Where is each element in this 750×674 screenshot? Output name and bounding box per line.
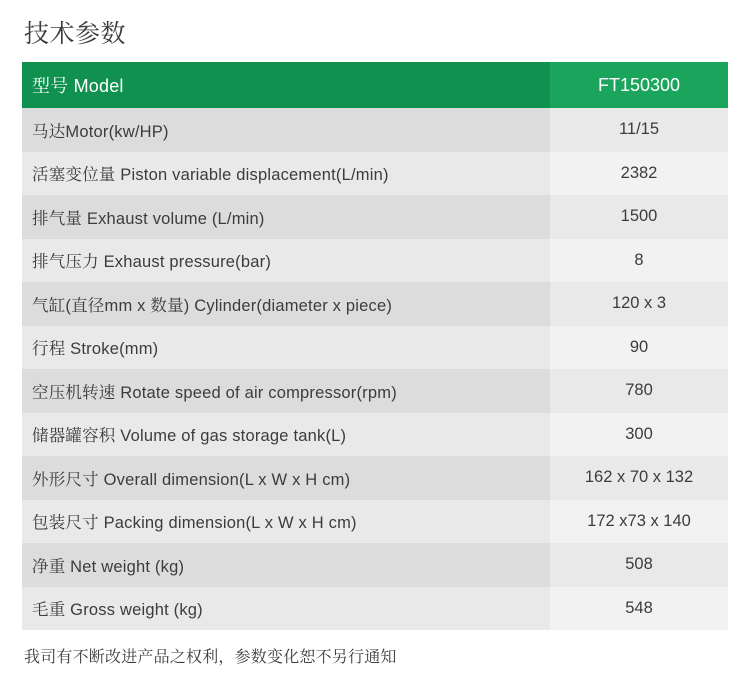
table-row	[22, 587, 728, 631]
table-row	[22, 195, 728, 239]
row-value: 120 x 3	[550, 282, 728, 326]
row-label: 包装尺寸 Packing dimension(L x W x H cm)	[22, 500, 550, 544]
column-header-value: FT150300	[550, 62, 728, 108]
table-row	[22, 413, 728, 457]
row-value: 2382	[550, 152, 728, 196]
row-label: 毛重 Gross weight (kg)	[22, 587, 550, 631]
table-header-row	[22, 62, 728, 108]
table-body	[22, 62, 728, 630]
row-label: 排气量 Exhaust volume (L/min)	[22, 195, 550, 239]
table-row	[22, 543, 728, 587]
page-title: 技术参数	[24, 20, 127, 48]
table-row	[22, 239, 728, 283]
row-value: 508	[550, 543, 728, 587]
row-value: 11/15	[550, 108, 728, 152]
table-row	[22, 282, 728, 326]
row-label: 行程 Stroke(mm)	[22, 326, 550, 370]
row-label: 储器罐容积 Volume of gas storage tank(L)	[22, 413, 550, 457]
row-value: 300	[550, 413, 728, 457]
disclaimer-note: 我司有不断改进产品之权利，参数变化恕不另行通知	[24, 649, 397, 666]
row-label: 空压机转速 Rotate speed of air compressor(rpm)	[22, 369, 550, 413]
row-label: 活塞变位量 Piston variable displacement(L/min)	[22, 152, 550, 196]
row-value: 548	[550, 587, 728, 631]
row-value: 90	[550, 326, 728, 370]
column-header-model: 型号 Model	[22, 62, 550, 108]
row-value: 1500	[550, 195, 728, 239]
row-value: 162 x 70 x 132	[550, 456, 728, 500]
row-value: 172 x73 x 140	[550, 500, 728, 544]
table-row	[22, 456, 728, 500]
row-label: 外形尺寸 Overall dimension(L x W x H cm)	[22, 456, 550, 500]
row-label: 排气压力 Exhaust pressure(bar)	[22, 239, 550, 283]
table-row	[22, 152, 728, 196]
row-value: 8	[550, 239, 728, 283]
row-label: 马达Motor(kw/HP)	[22, 108, 550, 152]
specifications-table	[22, 62, 728, 630]
table-row	[22, 326, 728, 370]
table-row	[22, 108, 728, 152]
table-row	[22, 500, 728, 544]
row-label: 气缸(直径mm x 数量) Cylinder(diameter x piece)	[22, 282, 550, 326]
row-value: 780	[550, 369, 728, 413]
row-label: 净重 Net weight (kg)	[22, 543, 550, 587]
table-row	[22, 369, 728, 413]
